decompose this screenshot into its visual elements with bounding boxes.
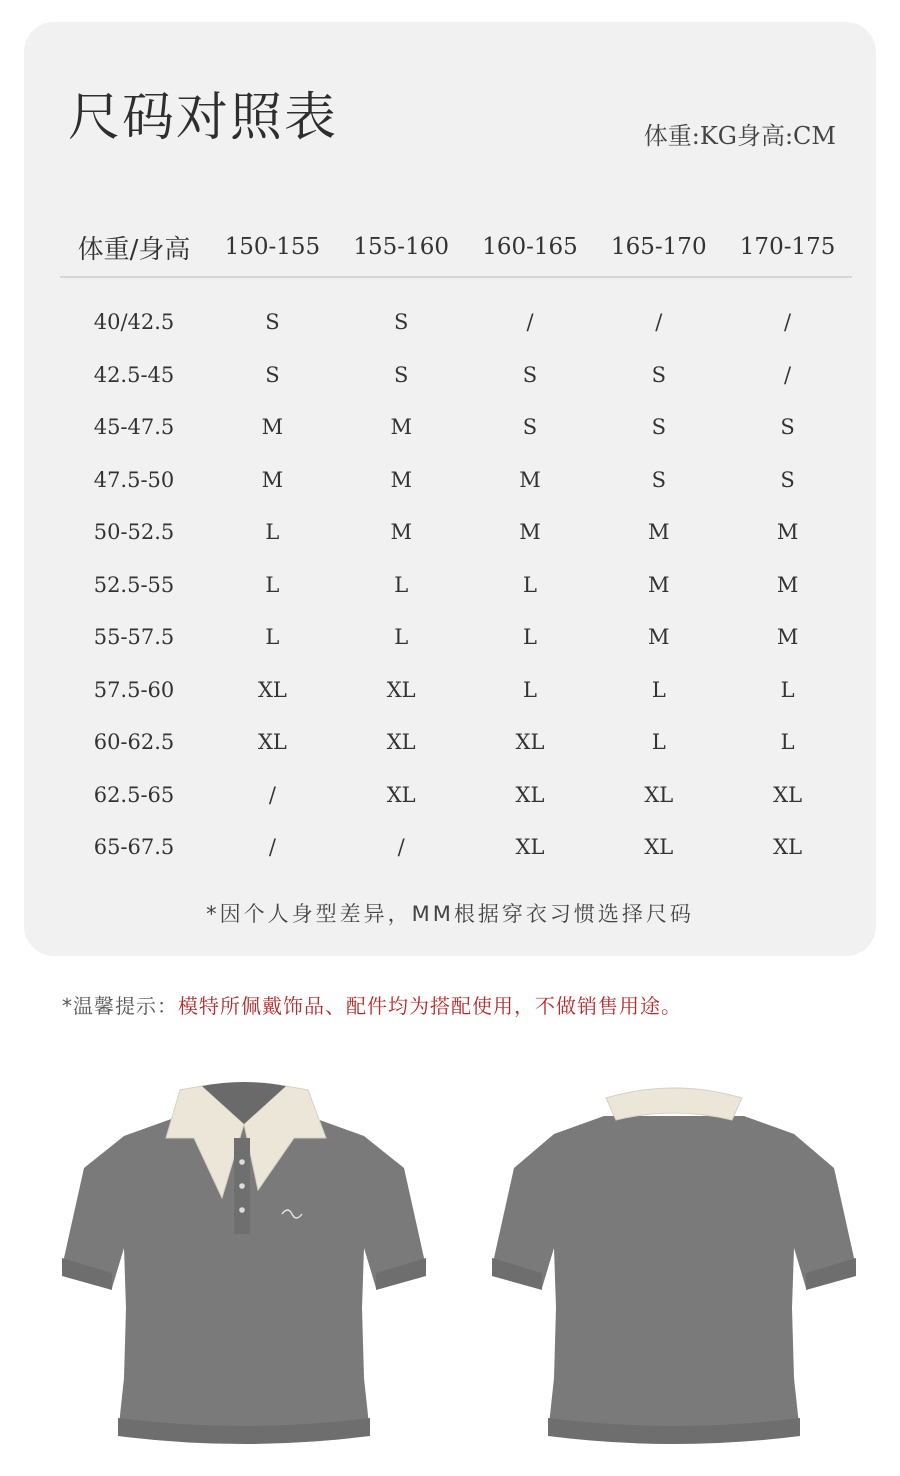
table-row [60, 821, 852, 874]
size-cell: / [526, 310, 534, 335]
table-row [60, 454, 852, 507]
size-cell: XL [644, 835, 674, 860]
size-cell: XL [386, 782, 416, 807]
size-cell: / [784, 310, 792, 335]
size-cell: L [265, 572, 280, 597]
size-cell: M [776, 625, 799, 650]
weight-cell: 60-62.5 [93, 730, 175, 755]
page-title: 尺码对照表 [68, 88, 339, 148]
size-cell: XL [644, 782, 674, 807]
warm-tip [62, 990, 682, 1019]
size-cell: M [519, 467, 541, 492]
weight-cell: 65-67.5 [93, 835, 175, 860]
size-cell: M [648, 572, 670, 597]
size-cell: L [394, 572, 409, 597]
table-row [60, 769, 852, 822]
size-cell: / [655, 310, 663, 335]
size-cell: L [651, 730, 666, 755]
size-cell: S [394, 362, 409, 387]
table-row [60, 559, 852, 612]
weight-cell: 42.5-45 [93, 362, 175, 387]
size-cell: L [523, 677, 537, 702]
size-chart-card [24, 22, 876, 956]
size-cell: M [261, 415, 284, 440]
weight-cell: 57.5-60 [93, 677, 175, 702]
units-label: 体重:KG身高:CM [643, 122, 836, 150]
size-cell: L [394, 625, 409, 650]
weight-cell: 50-52.5 [93, 520, 175, 545]
size-cell: S [780, 415, 795, 440]
size-cell: XL [386, 677, 416, 702]
size-cell: S [265, 362, 280, 387]
polo-shirt-front-image [54, 1078, 434, 1468]
size-cell: XL [386, 730, 416, 755]
size-cell: L [265, 625, 280, 650]
table-row [60, 349, 852, 402]
size-cell: M [390, 467, 412, 492]
size-cell: / [268, 835, 276, 860]
tip-body: 模特所佩戴饰品、配件均为搭配使用，不做销售用途。 [178, 994, 682, 1018]
table-header [60, 218, 852, 278]
weight-cell: 40/42.5 [93, 310, 175, 335]
table-row [60, 506, 852, 559]
size-cell: L [780, 677, 795, 702]
fit-note: *因个人身型差异，MM根据穿衣习惯选择尺码 [206, 902, 694, 926]
size-cell: XL [773, 782, 803, 807]
header-height: 150-155 [224, 234, 321, 260]
weight-cell: 45-47.5 [93, 415, 175, 440]
size-table [60, 218, 852, 874]
header-height: 155-160 [353, 234, 449, 260]
header-corner: 体重/身高 [77, 234, 191, 265]
table-row [60, 296, 852, 349]
size-cell: L [523, 625, 537, 650]
size-cell: M [390, 415, 412, 440]
table-row [60, 401, 852, 454]
size-cell: M [648, 625, 670, 650]
size-cell: S [780, 467, 795, 492]
size-cell: S [522, 415, 538, 440]
size-cell: S [651, 362, 666, 387]
size-cell: / [784, 362, 792, 387]
size-cell: L [265, 520, 280, 545]
size-cell: S [522, 362, 538, 387]
size-cell: M [776, 572, 799, 597]
size-cell: S [394, 310, 409, 335]
size-cell: XL [515, 782, 545, 807]
header-height: 165-170 [611, 234, 707, 260]
size-cell: M [776, 520, 799, 545]
header-height: 170-175 [739, 234, 836, 260]
size-cell: M [648, 520, 670, 545]
weight-cell: 47.5-50 [93, 467, 175, 492]
table-body [60, 278, 852, 874]
size-cell: M [390, 520, 412, 545]
weight-cell: 62.5-65 [93, 782, 175, 807]
size-cell: S [651, 467, 666, 492]
size-cell: L [780, 730, 795, 755]
size-cell: L [523, 572, 537, 597]
weight-cell: 55-57.5 [93, 625, 175, 650]
size-cell: XL [257, 730, 287, 755]
size-cell: S [265, 310, 280, 335]
size-cell: / [268, 782, 276, 807]
size-cell: / [397, 835, 405, 860]
weight-cell: 52.5-55 [93, 572, 175, 597]
size-cell: M [261, 467, 284, 492]
size-cell: S [651, 415, 666, 440]
header-height: 160-165 [482, 234, 578, 260]
polo-shirt-back-image [484, 1078, 864, 1468]
table-row [60, 716, 852, 769]
tip-lead: *温馨提示： [62, 994, 178, 1018]
size-cell: XL [773, 835, 803, 860]
size-cell: L [651, 677, 666, 702]
table-row [60, 611, 852, 664]
size-cell: XL [515, 835, 545, 860]
table-row [60, 664, 852, 717]
size-cell: M [519, 520, 541, 545]
size-cell: XL [257, 677, 287, 702]
size-cell: XL [515, 730, 545, 755]
